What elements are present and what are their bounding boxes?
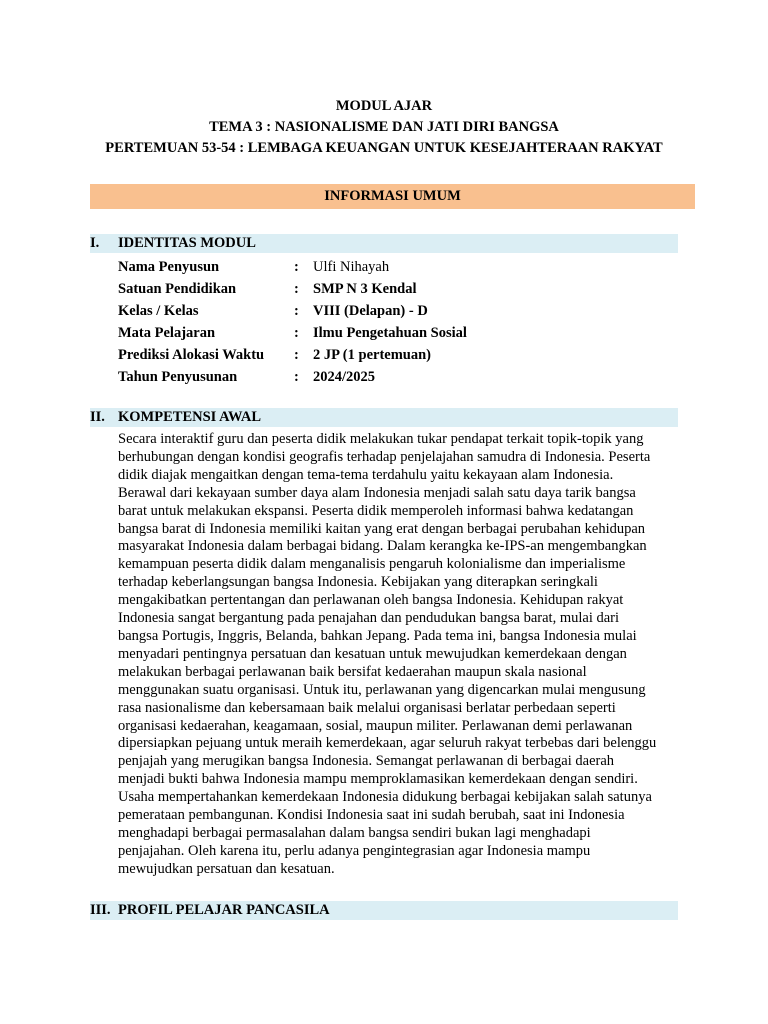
- paragraph-line: kemampuan peserta didik dalam menganalisis pengaruh kolonialisme dan imperialisme: [118, 556, 626, 573]
- identity-label: Tahun Penyusunan: [118, 369, 238, 385]
- section-number: II.: [90, 409, 105, 425]
- paragraph-line: mewujudkan persatuan dan kesatuan.: [118, 860, 335, 877]
- paragraph-line: menyadari pentingnya persatuan dan kesatuan untuk mewujudkan kemerdekaan dengan: [118, 645, 627, 662]
- paragraph-line: melakukan berbagai perlawanan baik bersifat kedaerahan maupun skala nasional: [118, 663, 587, 680]
- identity-colon: :: [294, 281, 299, 297]
- identity-colon: :: [294, 347, 299, 363]
- paragraph-line: bangsa Portugis, Inggris, Belanda, bahkan Jepang. Pada tema ini, bangsa Indonesia mulai: [118, 627, 637, 644]
- identity-colon: :: [294, 325, 299, 341]
- paragraph-line: berhubungan dengan kondisi geografis terhadap penjelajahan samudra di Indonesia. Peserta: [118, 448, 651, 465]
- paragraph-line: pemerataan pembangunan. Kondisi Indonesia saat ini sudah berubah, saat ini Indonesia: [118, 807, 625, 824]
- paragraph-line: menghadapi berbagai permasalahan dalam bangsa sendiri bukan lagi menghadapi: [118, 824, 591, 841]
- paragraph-line: menggunakan suatu organisasi. Untuk itu, perlawanan yang digencarkan mulai mengusung: [118, 681, 646, 698]
- section-header-identitas: [90, 234, 678, 253]
- section-header-profil-pelajar: [90, 901, 678, 920]
- document-title-block: [0, 96, 768, 159]
- section-title: PROFIL PELAJAR PANCASILA: [118, 902, 330, 918]
- paragraph-line: menjadi bukti bahwa Indonesia mampu memproklamasikan kemerdekaan dengan sendiri.: [118, 771, 638, 788]
- section-title: IDENTITAS MODUL: [118, 235, 256, 251]
- identity-label: Kelas / Kelas: [118, 303, 199, 319]
- paragraph-line: penjajahan. Oleh karena itu, perlu adanya pengintegrasian agar Indonesia mampu: [118, 842, 591, 859]
- kompetensi-awal-paragraph: [118, 431, 681, 879]
- paragraph-line: Usaha mempertahankan kemerdekaan Indonesia didukung berbagai kebijakan salah satunya: [118, 789, 652, 806]
- paragraph-line: barat untuk melakukan ekspansi. Peserta didik memperoleh informasi bahwa kedatangan: [118, 502, 634, 519]
- identity-label: Prediksi Alokasi Waktu: [118, 347, 265, 363]
- paragraph-line: Berawal dari kekayaan sumber daya alam Indonesia menjadi salah satu daya tarik bangsa: [118, 484, 636, 501]
- identity-value: Ilmu Pengetahuan Sosial: [313, 325, 467, 341]
- paragraph-line: terhadap keberlangsungan bangsa Indonesia. Kebijakan yang diterapkan seringkali: [118, 574, 598, 591]
- identity-table: [118, 256, 678, 388]
- paragraph-line: Secara interaktif guru dan peserta didik melakukan tukar pendapat terkait topik-topik yang: [118, 431, 644, 447]
- paragraph-line: penjajah yang merugikan bangsa Indonesia. Semangat perlawanan di berbagai daerah: [118, 753, 615, 770]
- identity-colon: :: [294, 303, 299, 319]
- identity-value: 2024/2025: [313, 369, 376, 385]
- identity-colon: :: [294, 369, 299, 385]
- section-header-kompetensi-awal: [90, 408, 678, 427]
- paragraph-line: dipersiapkan pejuang untuk meraih kemerdekaan, agar seluruh rakyat terbebas dari belenggu: [118, 735, 657, 752]
- paragraph-line: Indonesia sangat bergantung pada penajahan dan pendudukan bangsa barat, mulai dari: [118, 610, 620, 627]
- document-title: MODUL AJAR: [335, 98, 433, 114]
- section-title: KOMPETENSI AWAL: [118, 409, 262, 425]
- identity-row-alokasi-waktu: [118, 344, 678, 366]
- paragraph-line: masyarakat Indonesia dalam berbagai bidang. Dalam kerangka ke-IPS-an mengembangkan: [118, 538, 647, 555]
- identity-colon: :: [294, 259, 299, 275]
- identity-row-satuan-pendidikan: [118, 278, 678, 300]
- identity-value: Ulfi Nihayah: [313, 259, 390, 275]
- identity-label: Satuan Pendidikan: [118, 281, 237, 297]
- identity-value: SMP N 3 Kendal: [313, 281, 417, 297]
- paragraph-line: didik diajak mengaitkan dengan tema-tema terdahulu yaitu kekayaan alam Indonesia.: [118, 466, 614, 483]
- identity-label: Mata Pelajaran: [118, 325, 216, 341]
- paragraph-line: organisasi kedaerahan, keagamaan, sosial, maupun militer. Perlawanan demi perlawanan: [118, 717, 633, 734]
- paragraph-line: mengakibatkan pertentangan dan perlawanan oleh bangsa Indonesia. Kehidupan rakyat: [118, 592, 624, 609]
- identity-value: 2 JP (1 pertemuan): [313, 347, 431, 363]
- identity-value: VIII (Delapan) - D: [313, 303, 428, 319]
- section-number: I.: [90, 235, 100, 251]
- identity-row-mata-pelajaran: [118, 322, 678, 344]
- info-umum-banner: INFORMASI UMUM: [90, 184, 695, 209]
- meeting-title: PERTEMUAN 53-54 : LEMBAGA KEUANGAN UNTUK KESEJAHTERAAN RAKYAT: [105, 140, 663, 156]
- theme-title: TEMA 3 : NASIONALISME DAN JATI DIRI BANGSA: [209, 119, 559, 135]
- paragraph-line: rasa nasionalisme dan kebersamaan baik melalui organisasi berlatar perbedaan seperti: [118, 699, 616, 716]
- identity-label: Nama Penyusun: [118, 259, 220, 275]
- identity-row-nama-penyusun: [118, 256, 678, 278]
- paragraph-line: bangsa barat di Indonesia memiliki kaitan yang erat dengan berbagai perubahan kehidupan: [118, 520, 646, 537]
- identity-row-kelas: [118, 300, 678, 322]
- identity-row-tahun-penyusunan: [118, 366, 678, 388]
- section-number: III.: [90, 902, 111, 918]
